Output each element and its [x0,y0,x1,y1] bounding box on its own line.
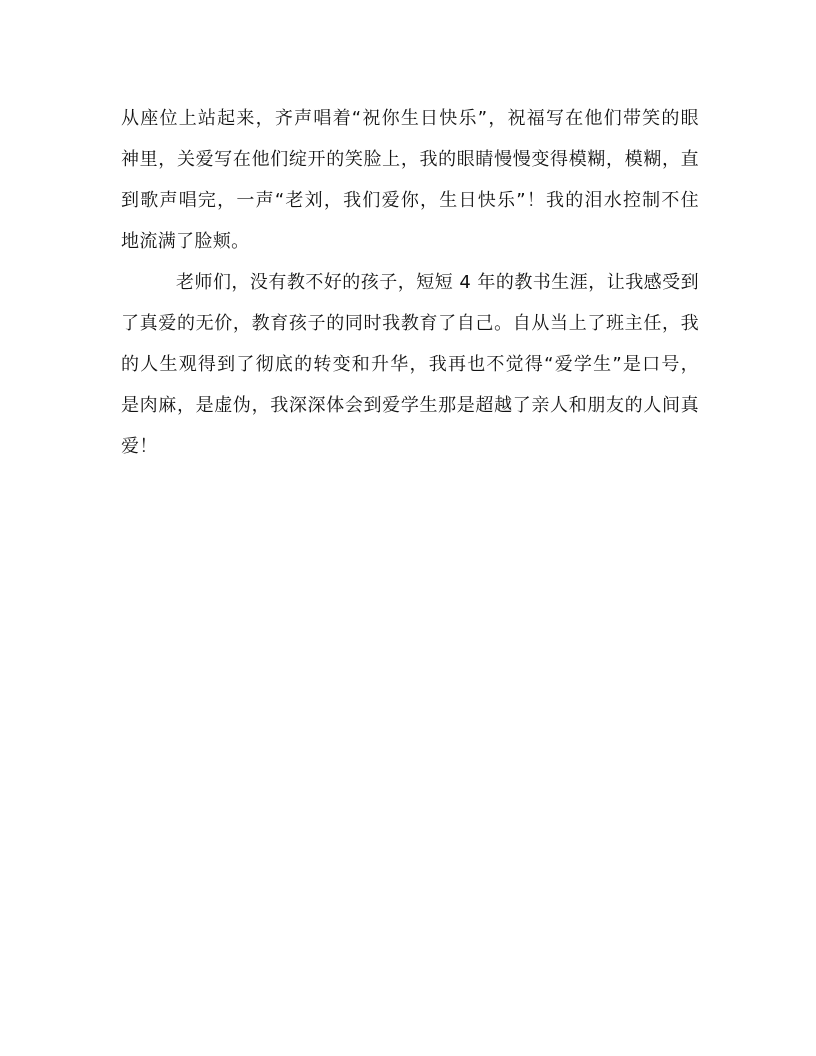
document-body [121,103,699,462]
paragraph-1 [121,103,699,257]
paragraph-2 [121,267,699,462]
paragraph-line: 到歌声唱完，一声“老刘，我们爱你，生日快乐”！我的泪水控制不住 [121,190,699,211]
paragraph-line: 老师们，没有教不好的孩子，短短 4 年的教书生涯，让我感受到 [176,272,699,293]
paragraph-line: 从座位上站起来，齐声唱着“祝你生日快乐”，祝福写在他们带笑的眼 [121,108,699,129]
paragraph-line: 地流满了脸颊。 [121,231,250,252]
paragraph-line: 爱！ [121,436,158,457]
paragraph-spacing [121,257,699,267]
paragraph-line: 了真爱的无价，教育孩子的同时我教育了自己。自从当上了班主任，我 [121,313,699,334]
paragraph-line: 的人生观得到了彻底的转变和升华，我再也不觉得“爱学生”是口号， [121,354,699,375]
paragraph-line: 神里，关爱写在他们绽开的笑脸上，我的眼睛慢慢变得模糊，模糊，直 [121,149,699,170]
paragraph-line: 是肉麻，是虚伪，我深深体会到爱学生那是超越了亲人和朋友的人间真 [121,395,699,416]
